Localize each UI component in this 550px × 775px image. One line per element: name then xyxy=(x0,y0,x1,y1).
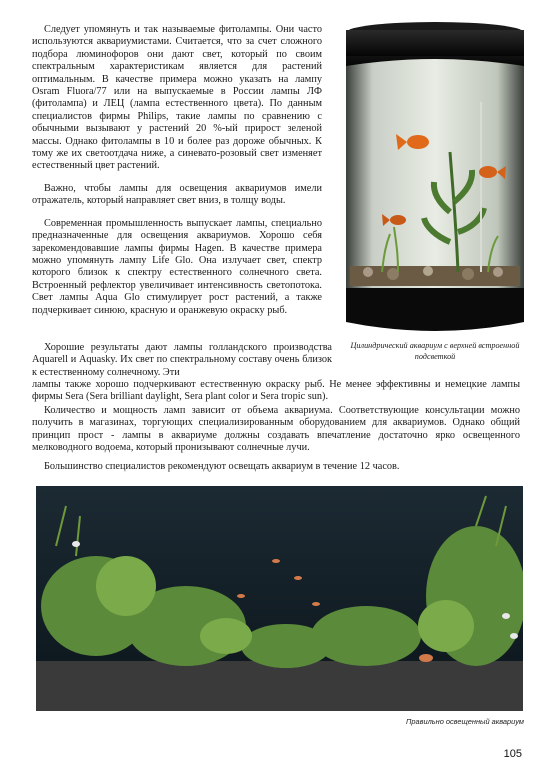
paragraph-duration: Большинство специалистов рекомендуют освещать аквариум в течение 12 часов. xyxy=(44,461,400,472)
paragraph-hagen: Современная промышленность выпускает лампы, специально предназначенные для освещения аквариумов. Хорошо себя зарекомендовавшие лампы фирмы Hagen. В качестве примера можно упомянуть лампу Life Glo. Она излучает свет, спектр которого близок к спектру естественного солнечного света. Встроенный рефлектор увеличивает интенсивность светопотока. Свет лампы Aqua Glo стимулирует рост растений, а также подчеркивает синюю, красную и оранжевую окраску рыб. xyxy=(32,217,322,316)
text-block-duration xyxy=(32,461,520,473)
paragraph-phytolamps: Следует упомянуть и так называемые фитолампы. Они часто используются аквариумистами. Считается, что за счет сложного подбора люминофоров они дают свет, который по своим спектральным характеристикам является для растений оптимальным. В качестве примера можно указать на лампу Osram Fluora/77 или на выпускаемые в России лампы ЛФ (фитолампа) и ЛЕЦ (лампа естественного цвета). По данным специалистов фирмы Philips, такие лампы по сравнению с обычными вызывают у растений 20 %-ый прирост зеленой массы. Однако фитолампы в 10 и более раз дороже обычных. К тому же их светоотдача ниже, а синевато-розовый свет изменяет естественный цвет растений. xyxy=(32,24,322,172)
lit-aquarium-photo xyxy=(36,486,523,711)
paragraph-amount: Количество и мощность ламп зависит от объема аквариума. Соответствующие консультации можно получить в магазинах, торгующих специализированным оборудованием для аквариумов. Однако общий принцип прост - лампы в аквариуме должны создавать впечатление достаточно ярко освещенного мелководного водоема, который пронизывают солнечные лучи. xyxy=(32,405,520,454)
cylindrical-aquarium-photo xyxy=(338,22,532,336)
page-number: 105 xyxy=(503,748,522,760)
text-block-sera xyxy=(32,379,520,404)
paragraph-sera: лампы также хорошо подчеркивают естественную окраску рыб. Не менее эффективны и немецкие лампы фирмы Sera (Sera brilliant daylight, Sera plant color и Sera tropic sun). xyxy=(32,379,520,403)
text-column-left xyxy=(32,24,322,317)
paragraph-reflector: Важно, чтобы лампы для освещения аквариумов имели отражатель, который направляет свет вниз, в толщу воды. xyxy=(32,182,322,207)
text-block-amount xyxy=(32,405,520,455)
text-block-aquarell xyxy=(32,342,332,379)
paragraph-aquarell: Хорошие результаты дают лампы голландского производства Aquarell и Aquasky. Их свет по спектральному составу очень близок к естественному солнечному. Эти xyxy=(32,342,332,378)
caption-lit-aquarium: Правильно освещенный аквариум xyxy=(406,717,524,726)
caption-cylindrical-aquarium: Цилиндрический аквариум с верхней встроенной подсветкой xyxy=(350,341,520,361)
